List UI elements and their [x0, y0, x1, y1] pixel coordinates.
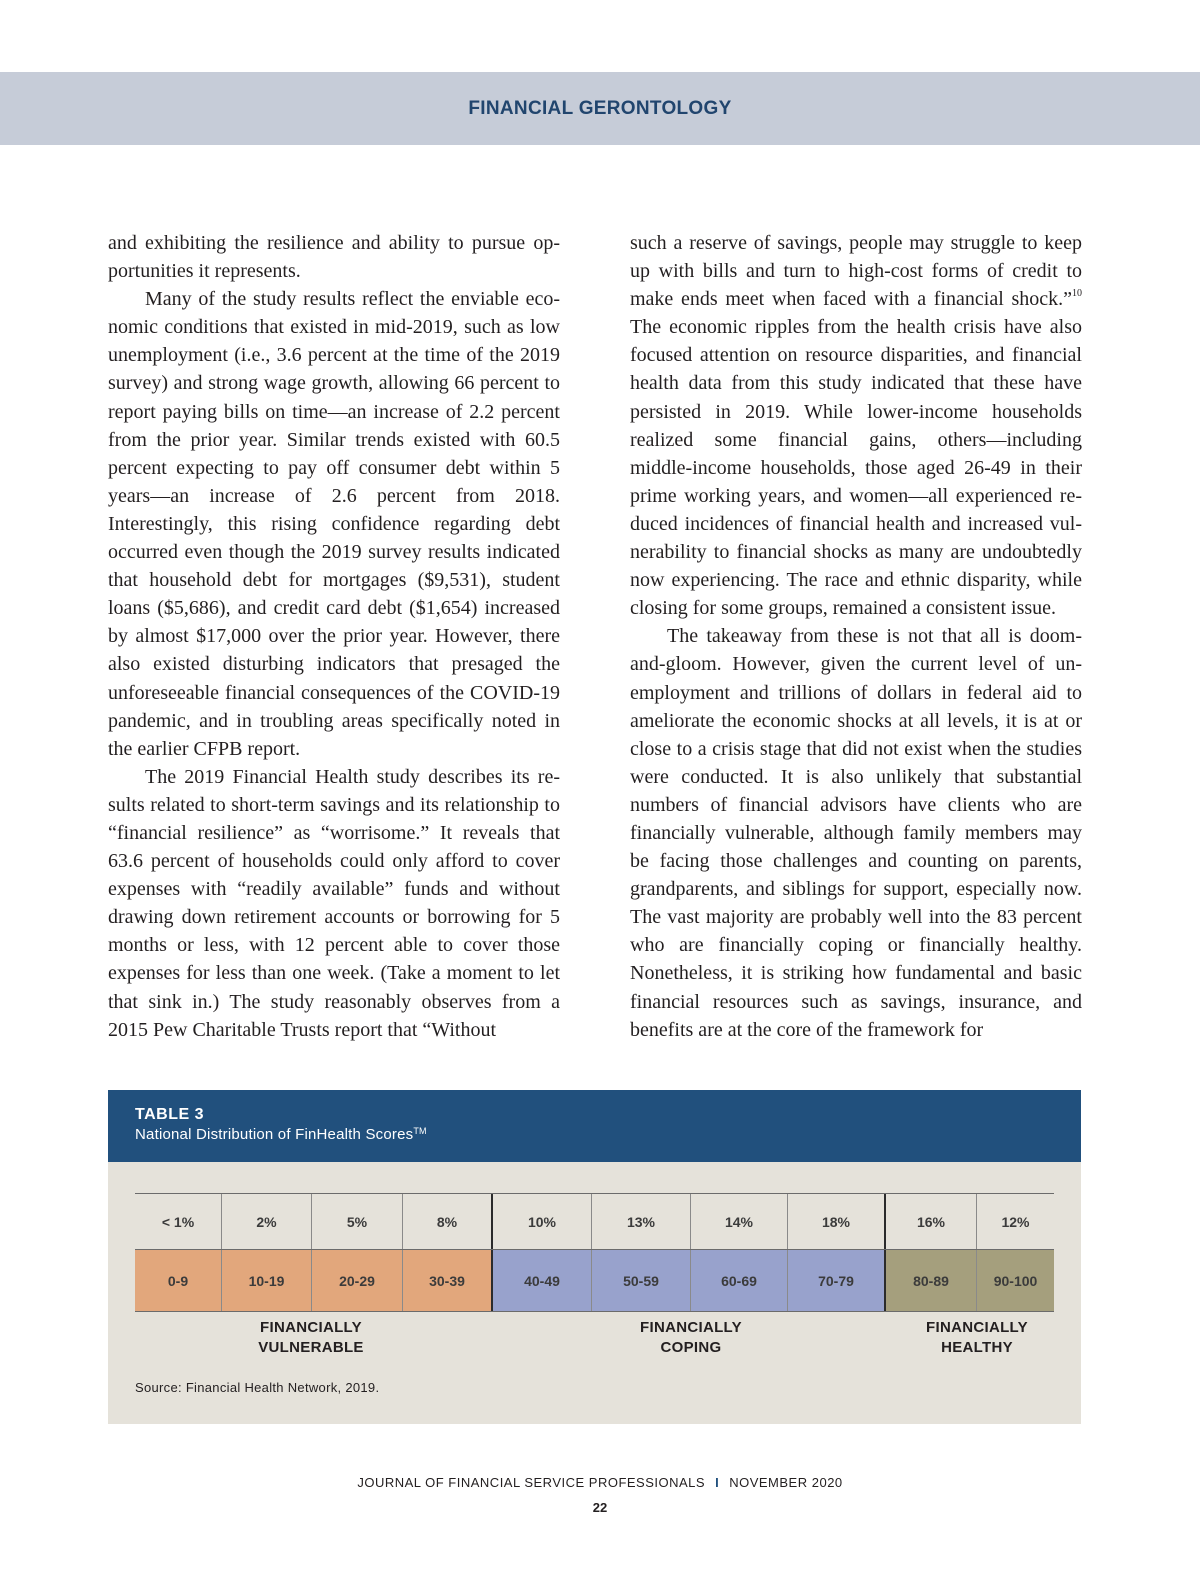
right-column	[630, 229, 1082, 1044]
running-header	[0, 72, 1200, 145]
percentage-cell: 13%	[591, 1194, 690, 1249]
paragraph-text: The economic ripples from the health crisis have also focused attention on resource disparities, and financial health data from this study indicated that these have persisted in 2019. While lower-income households realized some financial gains, others—including middle-income households, those aged 26-49 in their prime working years, and women—all experienced reduced incidences of financial health and increased vulnerability to financial shocks as many are undoubtedly now experiencing. The race and ethnic disparity, while closing for some groups, remained a consistent issue.	[630, 316, 1082, 620]
percentage-cell: < 1%	[161, 1213, 195, 1230]
range-cell: 50-59	[591, 1250, 690, 1311]
category-label-coping	[601, 1318, 781, 1358]
percentage-row	[135, 1193, 1054, 1249]
table-header	[108, 1090, 1081, 1162]
range-cell: 40-49	[491, 1250, 591, 1311]
paragraph-text: such a reserve of savings, people may struggle to keep up with bills and turn to high-cost forms of credit to make ends meet when faced with a financial shock.”	[630, 232, 1082, 311]
paragraph: The takeaway from these is not that all is doom-and-gloom. However, given the current level of unemployment and trillions of dollars in federal aid to ameliorate the economic shocks at all levels, it is at or close to a crisis stage that did not exist when the studies were conducted. It is also unlikely that substantial numbers of financial advisors have clients who are financially vulnerable, although family members may be facing those challenges and counting on parents, grandparents, and siblings for support, especially now. The vast majority are probably well into the 83 percent who are financially coping or financially healthy. Nonetheless, it is striking how fundamental and basic financial resources such as savings, insurance, and benefits are at the core of the framework for	[630, 625, 1082, 1041]
range-cell: 60-69	[690, 1250, 787, 1311]
section-title: FINANCIAL GERONTOLOGY	[468, 97, 732, 119]
paragraph: The 2019 Financial Health study describes its results related to short-term savings and its relationship to “financial resilience” as “worrisome.” It reveals that 63.6 percent of households could only afford to cover expenses with “readily available” funds and without drawing down retirement accounts or borrowing for 5 months or less, with 12 percent able to cover those expenses for less than one week. (Take a moment to let that sink in.) The study reasonably observes from a 2015 Pew Charitable Trusts report that “Without	[108, 765, 560, 1041]
page-number: 22	[592, 1500, 608, 1515]
caption-text: National Distribution of FinHealth Scores	[135, 1126, 414, 1143]
score-range-row	[135, 1249, 1054, 1312]
category-label-line: FINANCIALLY	[640, 1319, 742, 1336]
range-cell: 0-9	[135, 1250, 221, 1311]
score-distribution-grid	[135, 1193, 1054, 1312]
percentage-cell: 10%	[491, 1194, 591, 1249]
paragraph	[630, 229, 1082, 622]
range-cell: 80-89	[884, 1250, 976, 1311]
category-label-vulnerable	[221, 1318, 401, 1358]
category-label-line: FINANCIALLY	[260, 1319, 362, 1336]
range-cell: 30-39	[402, 1250, 491, 1311]
percentage-cell: 5%	[311, 1194, 402, 1249]
range-cell: 90-100	[976, 1250, 1054, 1311]
percentage-cell: 14%	[690, 1194, 787, 1249]
table-3	[108, 1090, 1081, 1424]
category-label-line: HEALTHY	[941, 1339, 1013, 1356]
paragraph: and exhibiting the resilience and ability to pursue opportunities it represents.	[108, 232, 560, 283]
table-source: Source: Financial Health Network, 2019.	[135, 1380, 380, 1395]
footer-separator: I	[715, 1475, 720, 1490]
journal-name: JOURNAL OF FINANCIAL SERVICE PROFESSIONALS	[357, 1475, 706, 1490]
percentage-cell: 18%	[787, 1194, 884, 1249]
category-label-line: VULNERABLE	[258, 1339, 364, 1356]
category-label-line: FINANCIALLY	[926, 1319, 1028, 1336]
percentage-cell: 16%	[884, 1194, 976, 1249]
percentage-cell: 12%	[976, 1194, 1054, 1249]
paragraph: Many of the study results reflect the enviable economic conditions that existed in mid-2019, such as low unemployment (i.e., 3.6 percent at the time of the 2019 survey) and strong wage growth, allowing 66 percent to report paying bills on time—an increase of 2.2 percent from the prior year. Similar trends existed with 60.5 percent expecting to pay off consumer debt within 5 years—an increase of 2.6 percent from 2018. Interestingly, this rising confidence regarding debt occurred even though the 2019 survey results indicated that household debt for mortgages ($9,531), student loans ($5,686), and credit card debt ($1,654) increased by almost $17,000 over the prior year. However, there also existed disturbing indicators that presaged the unforeseeable financial consequences of the COVID-19 pandemic, and in troubling areas specifically noted in the earlier CFPB report.	[108, 288, 560, 760]
trademark-mark: TM	[413, 1126, 427, 1136]
range-cell: 70-79	[787, 1250, 884, 1311]
left-column	[108, 229, 560, 1044]
range-cell: 20-29	[311, 1250, 402, 1311]
category-label-line: COPING	[660, 1339, 722, 1356]
page-footer	[0, 1475, 1200, 1490]
issue-date: NOVEMBER 2020	[729, 1475, 843, 1490]
footnote-marker: 10	[1072, 288, 1082, 300]
percentage-cell: 8%	[402, 1194, 491, 1249]
range-cell: 10-19	[221, 1250, 311, 1311]
category-label-healthy	[887, 1318, 1067, 1358]
percentage-cell: 2%	[221, 1194, 311, 1249]
table-label: TABLE 3	[135, 1106, 204, 1123]
table-caption	[135, 1126, 1054, 1143]
